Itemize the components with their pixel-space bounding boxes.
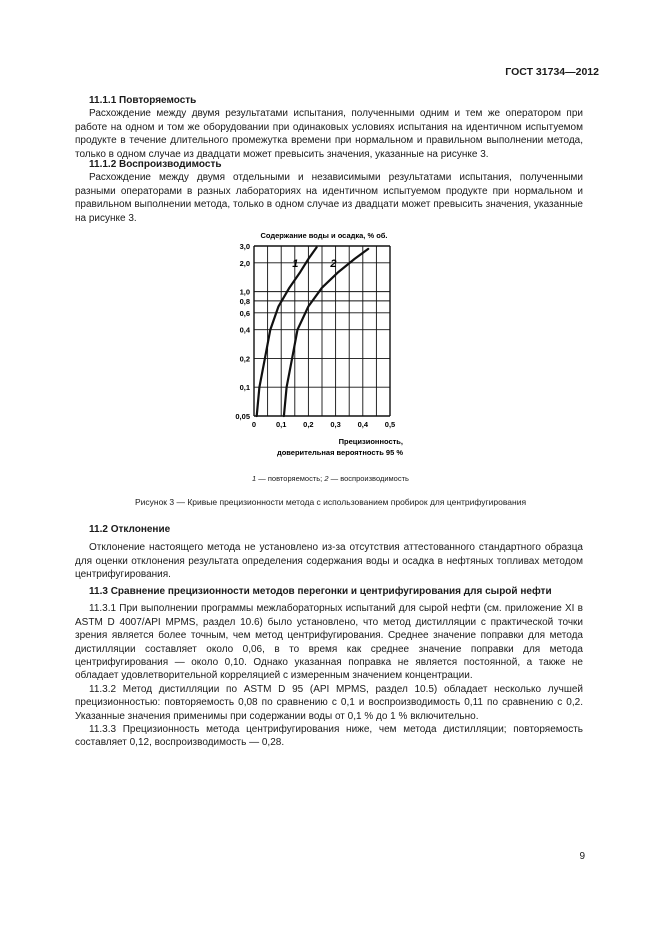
heading-11-1-2: 11.1.2 Воспроизводимость [89, 159, 222, 170]
y-tick-label: 1,0 [239, 287, 250, 297]
y-tick-label: 0,05 [235, 412, 250, 421]
y-tick-label: 3,0 [239, 242, 250, 251]
y-tick-label: 0,6 [239, 308, 250, 318]
paragraph-11-1-1: Расхождение между двумя результатами испытания, полученными одним и тем же оператором при работе на одном и том же оборудовании при одинаковых условиях испытания на идентичном испытуемом продукте в течение длительного промежутка времени при нормальном и правильном выполнении метода, только в одном случае из двадцати может превысить значения, указанные на рисунке 3. [75, 108, 583, 160]
paragraph-11-2: Отклонение настоящего метода не установлено из-за отсутствия аттестованного стандартного образца для оценки отклонения результата определения содержания воды и осадка в нефтяных топливах методом центрифугирования. [75, 542, 583, 581]
x-tick-label: 0,1 [275, 420, 287, 429]
x-axis-label-line1: Прецизионность, [338, 437, 403, 446]
heading-11-3: 11.3 Сравнение прецизионности методов перегонки и центрифугирования для сырой нефти [89, 586, 552, 597]
section-11-1-1 [75, 94, 583, 161]
standard-number: ГОСТ 31734—2012 [505, 66, 599, 78]
precision-chart [220, 226, 420, 461]
y-tick-label: 0,8 [239, 296, 250, 306]
x-tick-label: 0,3 [330, 420, 341, 429]
chart-title: Содержание воды и осадка, % об. [260, 231, 388, 240]
heading-11-2: 11.2 Отклонение [89, 524, 171, 535]
page-number: 9 [579, 851, 585, 862]
heading-11-1-1: 11.1.1 Повторяемость [89, 95, 197, 106]
legend-text-2: — воспроизводимость [328, 474, 409, 483]
x-axis-label-line2: доверительная вероятность 95 % [276, 448, 403, 457]
figure-3-chart [220, 226, 420, 461]
legend-number-1: 1 [252, 474, 257, 483]
legend-number-2: 2 [324, 474, 329, 483]
paragraph-11-3-1: 11.3.1 При выполнении программы межлабораторных испытаний для сырой нефти (см. приложение XI в ASTM D 4007/API MPMS, раздел 10.6) было установлено, что метод дистилляции с практической точки зрения является более точным, чем метод центрифугирования. Среднее значение поправки для метода дистилляции составляет около 0,06, в то время как среднее значение поправки для метода центрифугирования — около 0,10. Однако указанная поправка не является постоянной, а также не обладает удовлетворительной корреляцией с измеренным значением концентрации. [75, 603, 583, 682]
y-tick-label: 2,0 [239, 258, 250, 268]
curve-label-2: 2 [330, 257, 337, 270]
curve-label-1: 1 [292, 257, 299, 270]
section-11-1-2 [75, 158, 583, 225]
figure-legend [0, 474, 661, 483]
legend-text-1: — повторяемость; [256, 474, 325, 483]
paragraph-11-1-2: Расхождение между двумя отдельными и независимыми результатами испытания, полученными разными операторами в разных лабораториях на идентичном испытуемом продукте при нормальном и правильном выполнении метода, только в одном случае из двадцати может превысить значения, указанные на рисунке 3. [75, 172, 583, 224]
x-tick-label: 0,5 [384, 420, 396, 429]
section-11-2 [75, 523, 583, 582]
precision-curve-2 [284, 249, 368, 416]
paragraph-11-3-2: 11.3.2 Метод дистилляции по ASTM D 95 (API MPMS, раздел 10.5) обладает несколько лучшей прецизионностью: повторяемость 0,08 по сравнению с 0,1 и воспроизводимость 0,11 по сравнению с 0,2. Указанные значения применимы при содержании воды от 0,1 % до 1 % включительно. [75, 683, 583, 722]
x-tick-label: 0,4 [357, 420, 369, 429]
x-tick-label: 0 [251, 420, 257, 429]
y-tick-label: 0,2 [239, 354, 250, 364]
section-11-3 [75, 585, 583, 750]
paragraph-11-3-3: 11.3.3 Прецизионность метода центрифугирования ниже, чем метода дистилляции; повторяемость составляет 0,12, воспроизводимость — 0,28. [75, 724, 583, 749]
figure-caption: Рисунок 3 — Кривые прецизионности метода с использованием пробирок для центрифугирования [134, 497, 527, 507]
x-tick-label: 0,2 [303, 420, 314, 429]
y-tick-label: 0,1 [239, 383, 250, 393]
y-tick-label: 0,4 [239, 325, 250, 335]
